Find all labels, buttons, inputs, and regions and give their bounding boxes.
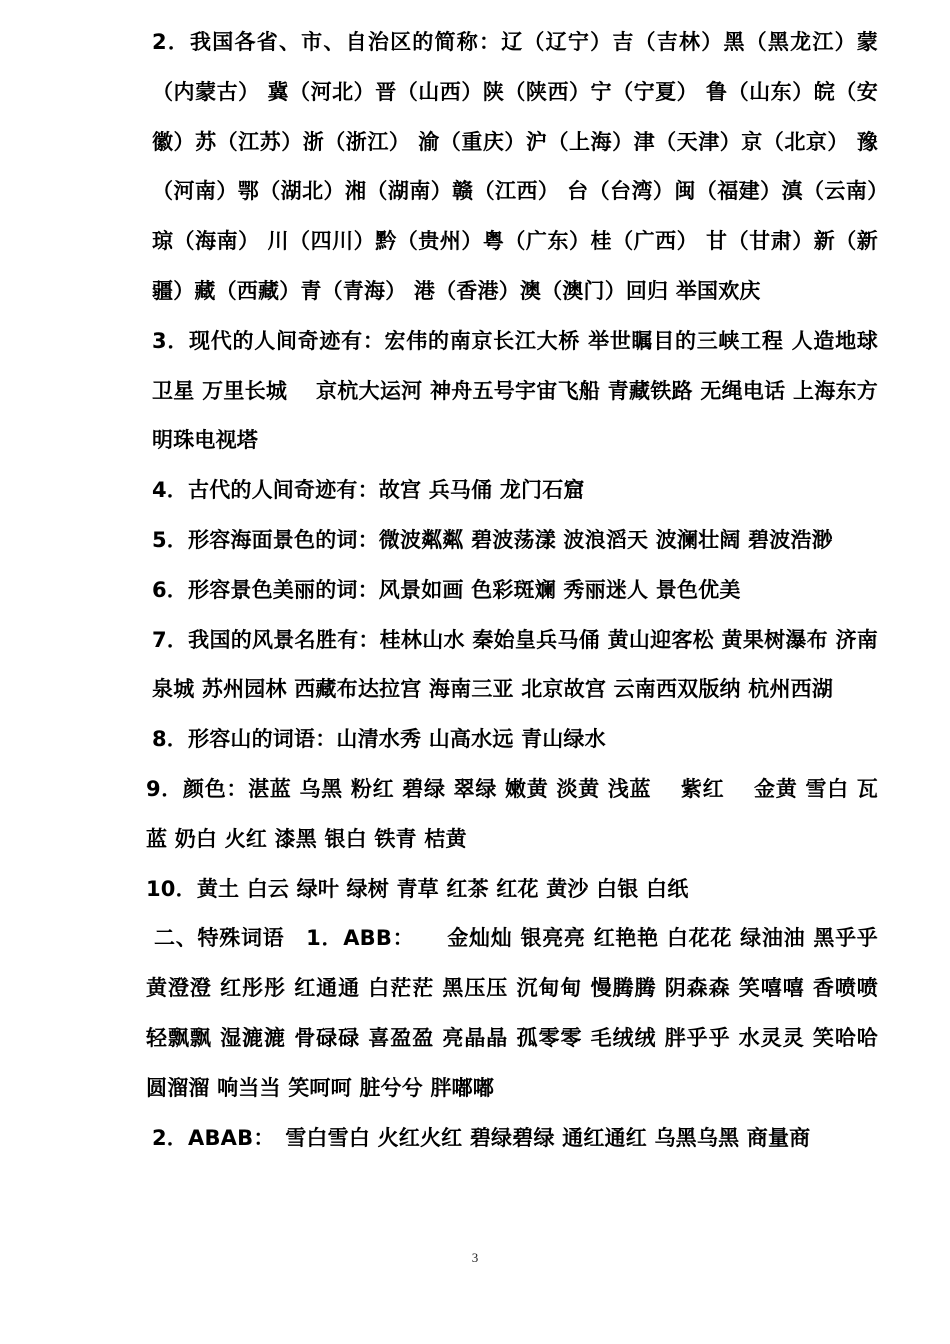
document-body [146, 18, 886, 1163]
paragraph-modern-wonders: 3．现代的人间奇迹有：宏伟的南京长江大桥 举世瞩目的三峡工程 人造地球卫星 万里长城 京杭大运河 神舟五号宇宙飞船 青藏铁路 无绳电话 上海东方明珠电视塔 [152, 328, 878, 453]
paragraph-province-abbreviations: 2．我国各省、市、自治区的简称：辽（辽宁）吉（吉林）黑（黑龙江）蒙（内蒙古） 冀（河北）晋（山西）陕（陕西）宁（宁夏） 鲁（山东）皖（安徽）苏（江苏）浙（浙江） 渝（重庆）沪（上海）津（天津）京（北京） 豫（河南）鄂（湖北）湘（湖南）赣（江西） 台（台湾）闽（福建）滇（云南）琼（海南） 川（四川）黔（贵州）粤（广东）桂（广西） 甘（甘肃）新（新疆）藏（西藏）青（青海） 港（香港）澳（澳门）回归 举国欢庆 [152, 30, 878, 303]
paragraph-abb-words: 二、特殊词语 1．ABB： 金灿灿 银亮亮 红艳艳 白花花 绿油油 黑乎乎 黄澄澄 红彤彤 红通通 白茫茫 黑压压 沉甸甸 慢腾腾 阴森森 笑嘻嘻 香喷喷 轻飘飘 湿漉漉 骨碌碌 喜盈盈 亮晶晶 孤零零 毛绒绒 胖乎乎 水灵灵 笑哈哈 圆溜溜 响当当 笑呵呵 脏兮兮 胖嘟嘟 [146, 926, 886, 1100]
paragraph-ancient-wonders: 4．古代的人间奇迹有：故宫 兵马俑 龙门石窟 [152, 478, 585, 503]
paragraph-beautiful-scenery-words: 6．形容景色美丽的词：风景如画 色彩斑斓 秀丽迷人 景色优美 [152, 577, 741, 602]
paragraph-mountain-words: 8．形容山的词语：山清水秀 山高水远 青山绿水 [152, 727, 606, 752]
paragraph-scenic-spots: 7．我国的风景名胜有：桂林山水 秦始皇兵马俑 黄山迎客松 黄果树瀑布 济南泉城 苏州园林 西藏布达拉宫 海南三亚 北京故宫 云南西双版纳 杭州西湖 [152, 627, 878, 702]
paragraph-sea-scenery-words: 5．形容海面景色的词：微波粼粼 碧波荡漾 波浪滔天 波澜壮阔 碧波浩渺 [152, 527, 833, 552]
paragraph-colors: 9．颜色：湛蓝 乌黑 粉红 碧绿 翠绿 嫩黄 淡黄 浅蓝 紫红 金黄 雪白 瓦蓝 奶白 火红 漆黑 银白 铁青 桔黄 [146, 776, 878, 851]
paragraph-abab-words: 2．ABAB： 雪白雪白 火红火红 碧绿碧绿 通红通红 乌黑乌黑 商量商 [152, 1125, 811, 1150]
paragraph-color-nouns: 10．黄土 白云 绿叶 绿树 青草 红茶 红花 黄沙 白银 白纸 [146, 876, 689, 901]
page-number: 3 [471, 1250, 479, 1265]
